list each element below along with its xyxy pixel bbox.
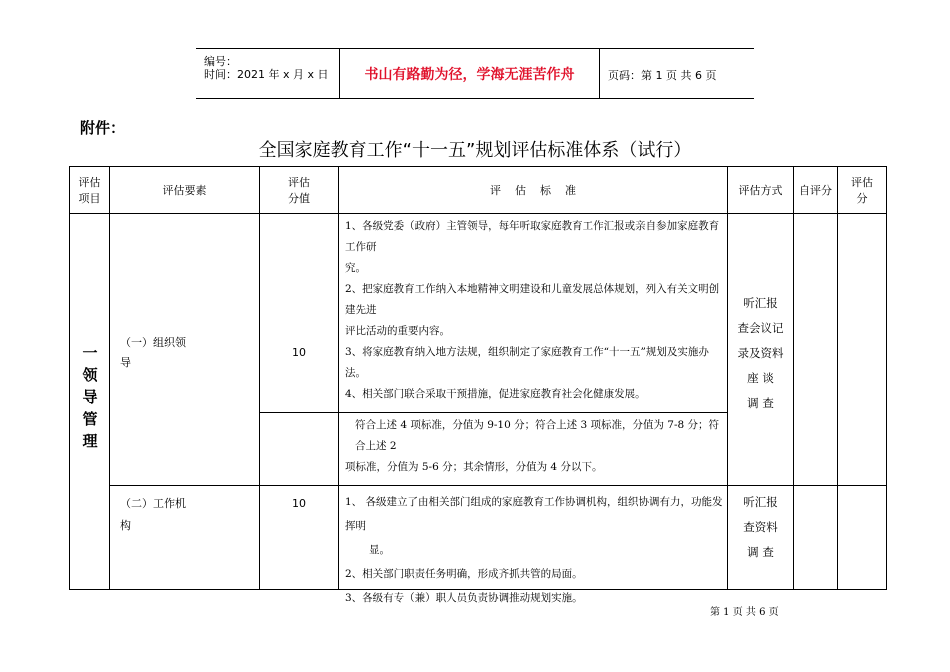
- score-row2: 10: [292, 497, 306, 510]
- page-footer: 第 1 页 共 6 页: [710, 607, 779, 618]
- motto-text: 书山有路勤为径，学海无涯苦作舟: [364, 67, 575, 83]
- col-header-criteria: 评 估 标 准: [490, 184, 576, 197]
- score-row1: 10: [292, 346, 306, 359]
- document-header: [196, 48, 754, 99]
- element-organization-leadership: （一）组织领 导: [120, 336, 186, 369]
- method-row1: 听汇报 查会议记 录及资料 座 谈 调 查: [737, 296, 784, 410]
- col-header-self-score: 自评分: [799, 184, 832, 197]
- header-info-cell: [196, 49, 340, 98]
- header-page-cell: [600, 49, 754, 98]
- attachment-label: 附件：: [80, 119, 126, 137]
- col-header-score: 评估 分值: [288, 176, 310, 205]
- col-header-eval-score: 评估 分: [851, 176, 873, 205]
- criteria-row2: 1、 各级建立了由相关部门组成的家庭教育工作协调机构，组织协调有力，功能发挥明 显。 2、相关部门职责任务明确，形成齐抓共管的局面。 3、各级有专（兼）职人员负责协调推动规划实施。: [345, 496, 723, 604]
- method-row2: 听汇报 查资料 调 查: [743, 495, 778, 559]
- col-header-method: 评估方式: [738, 184, 783, 197]
- document-time: 时间：2021 年 x 月 x 日: [204, 68, 329, 81]
- page-indicator: 页码：第 1 页 共 6 页: [608, 69, 717, 82]
- col-header-project: 评估 项目: [78, 176, 101, 205]
- document-number: 编号：: [204, 55, 237, 68]
- element-work-organization: （二）工作机 构: [120, 497, 186, 532]
- scoring-rule-row1: 符合上述 4 项标准，分值为 9-10 分；符合上述 3 项标准，分值为 7-8 分；符合上述 2 项标准，分值为 5-6 分；其余情形，分值为 4 分以下。: [345, 419, 720, 473]
- page-title: 全国家庭教育工作“十一五”规划评估标准体系（试行）: [258, 140, 692, 161]
- col-header-element: 评估要素: [162, 184, 207, 197]
- category-leadership: 一 领 导 管 理: [82, 344, 98, 450]
- header-motto-cell: [340, 49, 600, 98]
- evaluation-table: [69, 166, 887, 604]
- criteria-row1: 1、各级党委（政府）主管领导，每年听取家庭教育工作汇报或亲自参加家庭教育工作研 究。 2、把家庭教育工作纳入本地精神文明建设和儿童发展总体规划，列入有关文明创建先进 评比活动的重要内容。 3、将家庭教育纳入地方法规，组织制定了家庭教育工作“十一五”规划及实施办法。 4、相关部门联合采取干预措施，促进家庭教育社会化健康发展。: [345, 220, 720, 400]
